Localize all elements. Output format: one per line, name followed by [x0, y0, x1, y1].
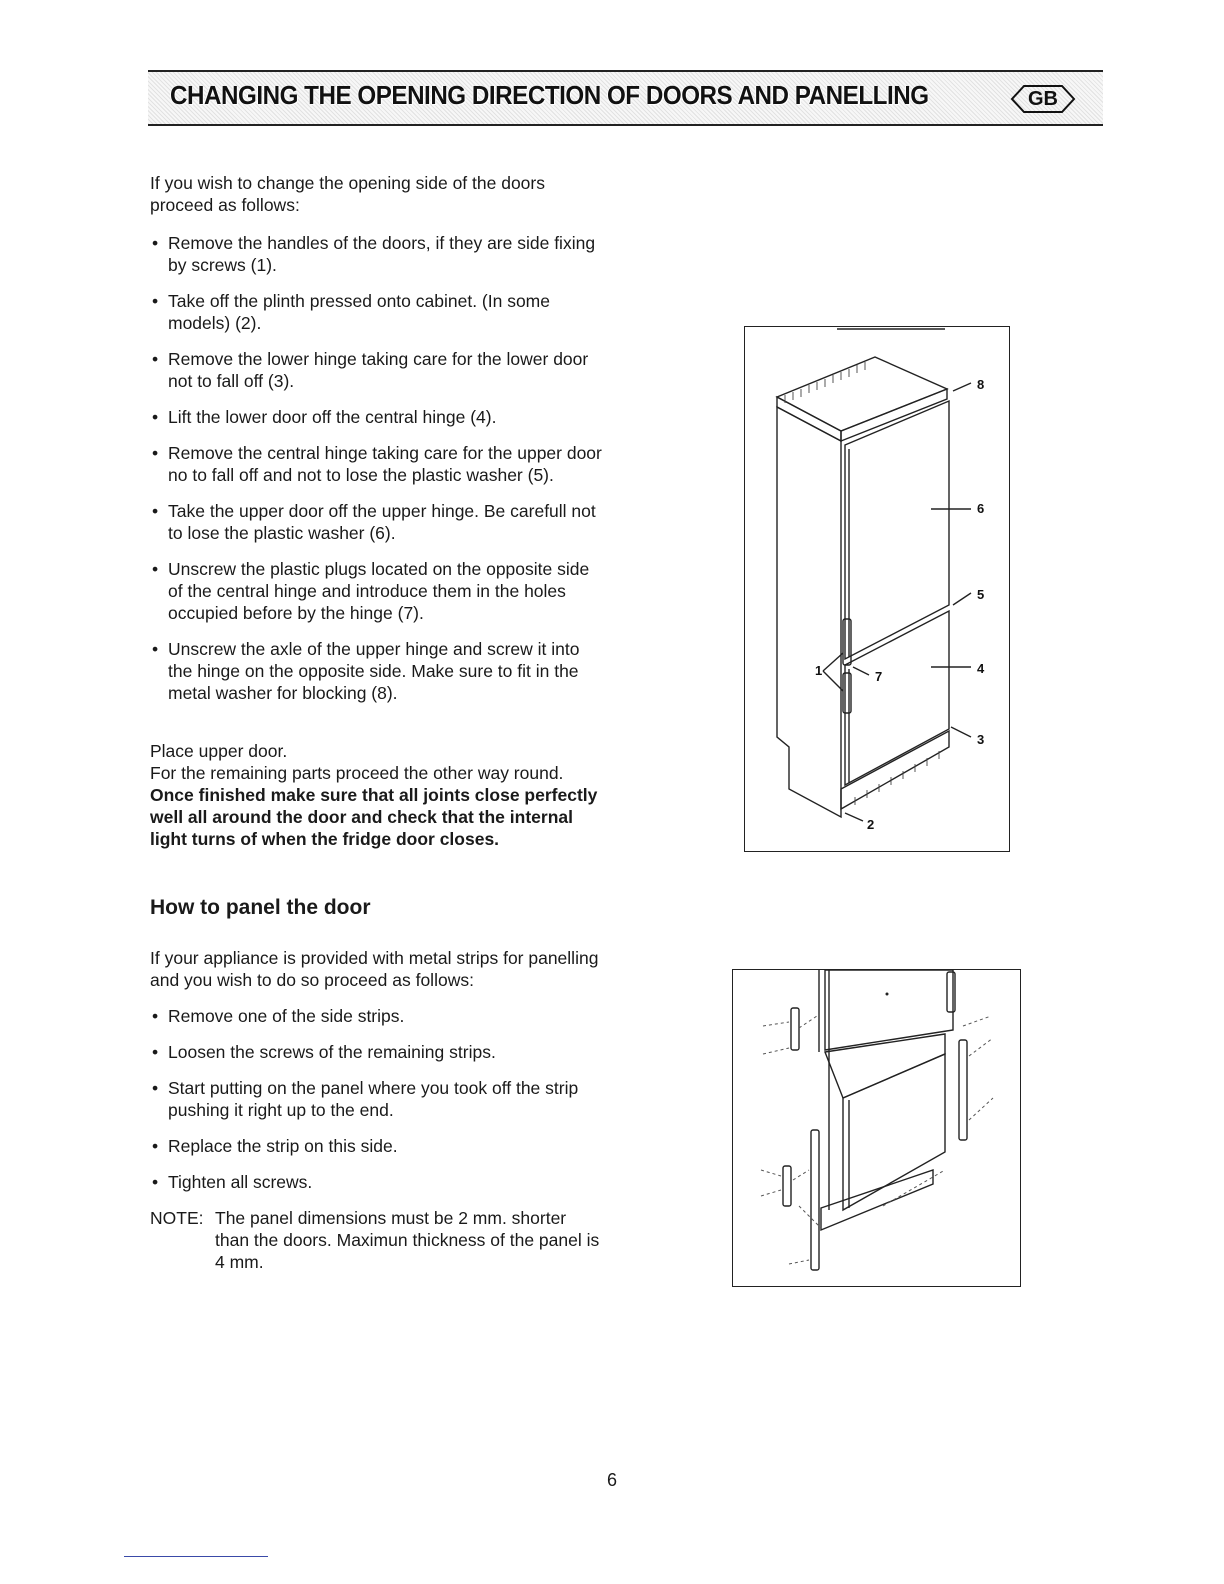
callout-1: 1: [815, 663, 823, 678]
callout-2: 2: [867, 817, 875, 832]
list-item: • Remove the handles of the doors, if they are side fixing by screws (1).: [150, 232, 602, 276]
callout-3: 3: [977, 732, 985, 747]
section2-intro: [150, 947, 602, 991]
list-item: • Lift the lower door off the central hinge (4).: [150, 406, 602, 428]
page-title: CHANGING THE OPENING DIRECTION OF DOORS AND PANELLING: [170, 80, 929, 110]
closing-line-2: For the remaining parts proceed the other way round.: [150, 763, 564, 783]
callout-7: 7: [875, 669, 883, 684]
page-header-banner: [148, 70, 1103, 126]
callout-4: 4: [977, 661, 985, 676]
fridge-illustration: [745, 327, 1011, 853]
page-number: 6: [606, 1470, 617, 1490]
note-text: The panel dimensions must be 2 mm. shorter than the doors. Maximun thickness of the panel is 4 mm.: [215, 1208, 600, 1272]
list-item: • Replace the strip on this side.: [150, 1135, 602, 1157]
door-panelling-diagram: [732, 969, 1021, 1287]
section1-closing: [150, 740, 602, 850]
language-badge-label: GB: [1028, 88, 1058, 110]
language-badge: [1010, 84, 1076, 114]
list-item: • Remove the lower hinge taking care for the lower door not to fall off (3).: [150, 348, 602, 392]
list-item: • Unscrew the plastic plugs located on the opposite side of the central hinge and introduce them in the holes occupied before by the hinge (7).: [150, 558, 602, 624]
panelling-illustration: [733, 970, 1022, 1288]
footer-rule: [124, 1556, 268, 1557]
section1-intro: [150, 172, 602, 216]
list-item: • Remove one of the side strips.: [150, 1005, 602, 1027]
callout-6: 6: [977, 501, 985, 516]
callout-8: 8: [977, 377, 985, 392]
list-item: • Take the upper door off the upper hinge. Be carefull not to lose the plastic washer (6).: [150, 500, 602, 544]
list-item: • Unscrew the axle of the upper hinge and screw it into the hinge on the opposite side. Make sure to fit in the metal washer for blocking (8).: [150, 638, 602, 704]
list-item: • Loosen the screws of the remaining strips.: [150, 1041, 602, 1063]
list-item: • Tighten all screws.: [150, 1171, 602, 1193]
closing-warning: Once finished make sure that all joints close perfectly well all around the door and check that the internal light turns of when the fridge door closes.: [150, 785, 598, 849]
intro-text: If you wish to change the opening side of the doors proceed as follows:: [150, 173, 545, 215]
closing-line-1: Place upper door.: [150, 741, 288, 761]
section2-heading: How to panel the door: [150, 896, 371, 919]
list-item: • Remove the central hinge taking care for the upper door no to fall off and not to lose the plastic washer (5).: [150, 442, 602, 486]
fridge-door-diagram: [744, 326, 1010, 852]
panelling-intro-text: If your appliance is provided with metal strips for panelling and you wish to do so proceed as follows:: [150, 948, 599, 990]
callout-5: 5: [977, 587, 985, 602]
panelling-steps: [150, 1005, 602, 1207]
note-label: NOTE:: [150, 1208, 204, 1228]
door-reversal-steps: [150, 232, 602, 718]
list-item: • Take off the plinth pressed onto cabinet. (In some models) (2).: [150, 290, 602, 334]
list-item: • Start putting on the panel where you took off the strip pushing it right up to the end.: [150, 1077, 602, 1121]
